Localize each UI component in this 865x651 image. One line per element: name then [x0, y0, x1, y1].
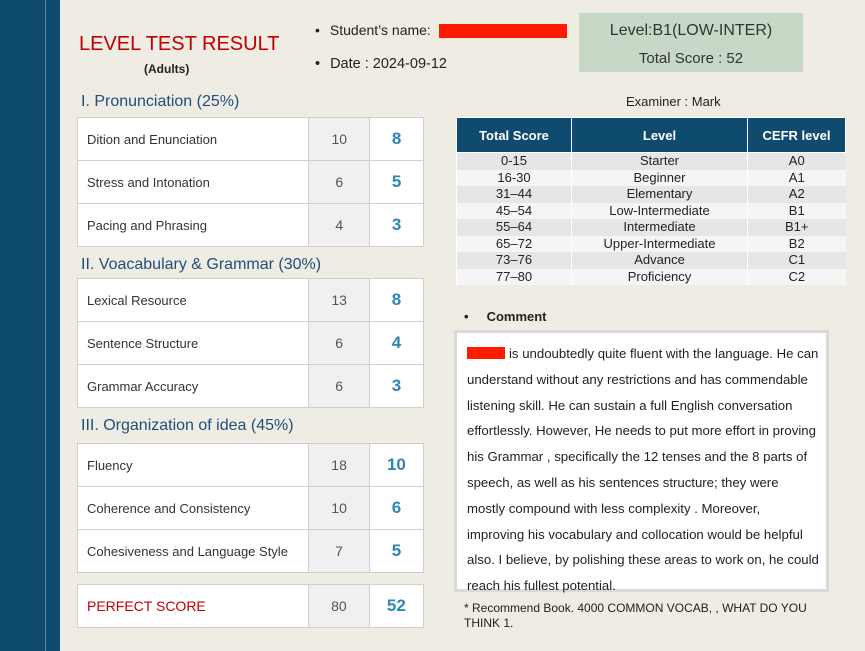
- table-row: [78, 530, 424, 573]
- date-label: Date : 2024-09-12: [330, 56, 447, 72]
- total-score-value: Total Score : 52: [638, 50, 744, 67]
- table-row: [457, 203, 846, 220]
- table-row: [78, 279, 424, 322]
- earned-score: 8: [370, 279, 424, 322]
- table-row: [457, 219, 846, 236]
- perfect-score-table: [77, 584, 424, 628]
- cefr-code: B1: [748, 203, 846, 220]
- score-table-organization: [77, 443, 424, 573]
- earned-score: 10: [369, 444, 423, 487]
- cefr-range: 65–72: [457, 236, 572, 253]
- table-row: [78, 161, 424, 204]
- max-score: 6: [309, 322, 370, 365]
- earned-score: 4: [370, 322, 424, 365]
- max-score: 10: [309, 487, 370, 530]
- max-score: 13: [309, 279, 370, 322]
- redacted-name: [439, 24, 567, 38]
- max-score: 18: [309, 444, 370, 487]
- section-heading-organization: III. Organization of idea (45%): [81, 417, 294, 434]
- score-table-pronunciation: [77, 117, 424, 247]
- max-score: 4: [309, 204, 370, 247]
- cefr-level: Proficiency: [572, 269, 748, 286]
- comment-heading: Comment: [486, 309, 547, 324]
- cefr-level: Advance: [572, 252, 748, 269]
- earned-score: 8: [370, 118, 424, 161]
- max-score: 10: [309, 118, 370, 161]
- page-title: LEVEL TEST RESULT: [79, 33, 280, 55]
- earned-score: 3: [370, 365, 424, 408]
- perfect-score-label: PERFECT SCORE: [78, 585, 309, 628]
- cefr-code: A0: [748, 153, 846, 170]
- cefr-range: 16-30: [457, 170, 572, 187]
- cefr-range: 55–64: [457, 219, 572, 236]
- table-row: [78, 322, 424, 365]
- cefr-range: 0-15: [457, 153, 572, 170]
- criterion-label: Grammar Accuracy: [78, 365, 309, 408]
- table-row: [457, 236, 846, 253]
- result-sheet: [60, 0, 865, 651]
- cefr-level: Low-Intermediate: [572, 203, 748, 220]
- cefr-code: B2: [748, 236, 846, 253]
- criterion-label: Sentence Structure: [78, 322, 309, 365]
- cefr-range: 73–76: [457, 252, 572, 269]
- earned-score: 5: [370, 161, 424, 204]
- student-name-label: Student’s name:: [329, 22, 431, 38]
- cefr-header-level: Level: [572, 118, 748, 153]
- cefr-header-total: Total Score: [457, 118, 572, 153]
- cefr-header-cefr: CEFR level: [748, 118, 846, 153]
- table-row: [78, 487, 424, 530]
- earned-score: 6: [369, 487, 423, 530]
- sidebar-decoration: [0, 0, 60, 651]
- sidebar-divider: [45, 0, 46, 651]
- earned-score: 3: [370, 204, 424, 247]
- cefr-level: Elementary: [572, 186, 748, 203]
- level-summary-box: [579, 13, 803, 72]
- table-row: [78, 585, 424, 628]
- comment-heading-row: [464, 309, 547, 324]
- perfect-max-score: 80: [309, 585, 370, 628]
- table-row: [457, 269, 846, 286]
- cefr-range: 31–44: [457, 186, 572, 203]
- page-subtitle: (Adults): [144, 62, 190, 76]
- table-row: [78, 365, 424, 408]
- table-row: [457, 153, 846, 170]
- section-heading-pronunciation: I. Pronunciation (25%): [81, 93, 240, 110]
- comment-text: is undoubtedly quite fluent with the language. He can understand without any restrictions and has commendable listening skill. He can sustain a full English conversation effortlessly. However, He needs to put more effort in proving his Grammar , specifically the 12 tenses and the 8 parts of speech, as well as his sentences structure; they were mostly compound with less complexity . Moreover, improving his vocabulary and collocation would be helpful also. I believe, by polishing these areas to work on, he could reach his fullest potential.: [467, 346, 819, 594]
- cefr-code: B1+: [748, 219, 846, 236]
- table-row: [78, 118, 424, 161]
- cefr-code: C1: [748, 252, 846, 269]
- cefr-code: A1: [748, 170, 846, 187]
- criterion-label: Lexical Resource: [78, 279, 309, 322]
- section-heading-vocabulary-grammar: II. Voacabulary & Grammar (30%): [81, 256, 322, 273]
- criterion-label: Pacing and Phrasing: [78, 204, 309, 247]
- bullet-icon: •: [315, 56, 321, 72]
- table-row: [78, 444, 424, 487]
- table-row: [78, 204, 424, 247]
- date-row: [315, 56, 447, 72]
- cefr-code: C2: [748, 269, 846, 286]
- cefr-code: A2: [748, 186, 846, 203]
- cefr-table: [456, 117, 846, 285]
- table-row: [457, 186, 846, 203]
- bullet-icon: •: [315, 22, 320, 38]
- cefr-level: Beginner: [572, 170, 748, 187]
- criterion-label: Cohesiveness and Language Style: [78, 530, 309, 573]
- table-row: [457, 170, 846, 187]
- cefr-header-row: [457, 118, 846, 153]
- max-score: 7: [309, 530, 370, 573]
- recommendation-note: * Recommend Book. 4000 COMMON VOCAB, , WHAT DO YOU THINK 1.: [464, 601, 807, 630]
- earned-score: 5: [369, 530, 423, 573]
- examiner-label: Examiner : Mark: [626, 94, 721, 109]
- level-value: Level:B1(LOW-INTER): [609, 22, 773, 39]
- cefr-level: Intermediate: [572, 219, 748, 236]
- cefr-level: Starter: [572, 153, 748, 170]
- student-name-row: [315, 22, 567, 38]
- max-score: 6: [309, 161, 370, 204]
- bullet-icon: •: [464, 309, 469, 324]
- cefr-range: 45–54: [457, 203, 572, 220]
- redacted-name: [467, 347, 505, 359]
- criterion-label: Fluency: [78, 444, 309, 487]
- cefr-level: Upper-Intermediate: [572, 236, 748, 253]
- perfect-earned-score: 52: [369, 585, 423, 628]
- criterion-label: Stress and Intonation: [78, 161, 309, 204]
- table-row: [457, 252, 846, 269]
- score-table-vocabulary-grammar: [77, 278, 424, 408]
- comment-box: [454, 330, 829, 592]
- max-score: 6: [309, 365, 370, 408]
- cefr-range: 77–80: [457, 269, 572, 286]
- criterion-label: Dition and Enunciation: [78, 118, 309, 161]
- criterion-label: Coherence and Consistency: [78, 487, 309, 530]
